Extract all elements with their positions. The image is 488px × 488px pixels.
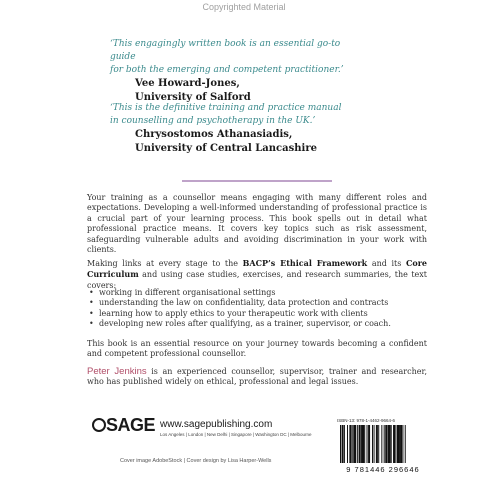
barcode-stripe (381, 425, 382, 463)
barcode-stripe (385, 425, 387, 463)
barcode-stripe (400, 425, 402, 463)
barcode-stripe (374, 425, 375, 463)
barcode-stripe (376, 425, 378, 463)
blurb-paragraph-2 (87, 258, 427, 291)
list-item: • learning how to apply ethics to your therapeutic work with clients (87, 309, 427, 319)
sage-logo-circle-icon (92, 418, 106, 432)
barcode-stripe (397, 425, 400, 463)
barcode-icon (340, 425, 426, 463)
author-name: Peter Jenkins (87, 366, 147, 377)
barcode-stripe (372, 425, 373, 463)
barcode-stripe (342, 425, 344, 463)
quote-1-affiliation: University of Salford (135, 92, 251, 103)
barcode-stripe (384, 425, 385, 463)
barcode-stripe (378, 425, 379, 463)
quote-2-affiliation: University of Central Lancashire (135, 143, 317, 154)
barcode-stripe (393, 425, 395, 463)
barcode-stripe (340, 425, 341, 463)
barcode-stripe (353, 425, 356, 463)
barcode-stripe (352, 425, 353, 463)
author-bio-text: is an experienced counsellor, supervisor, trainer and researcher, who has published widely on ethical, professional and legal issues. (87, 367, 427, 387)
paragraph-2-end: and using case studies, exercises, and research summaries, the text covers: (87, 270, 427, 290)
quote-1-text: ‘This engagingly written book is an essential go-to guide for both the emerging and competent practitioner.’ (110, 39, 344, 75)
quote-2 (110, 102, 360, 156)
publisher-cities: Los Angeles | London | New Delhi | Singapore | Washington DC | Melbourne (160, 432, 312, 437)
author-bio (87, 367, 427, 388)
copyright-label: Copyrighted Material (202, 2, 286, 12)
barcode-stripe (359, 425, 361, 463)
quote-1 (110, 38, 360, 105)
barcode-stripe (405, 425, 406, 463)
blurb-paragraph-3: This book is an essential resource on your journey towards becoming a confident and competent professional counsellor. (87, 339, 427, 359)
blurb-paragraph-1: Your training as a counsellor means engaging with many different roles and expectations. Developing a well-informed understanding of professional practice is a crucial part of your learning process. This book spells out in detail what professional practice means. It covers key topics such as risk assessment, safeguarding vulnerable adults and avoiding discrimination in your work with clients. (87, 193, 427, 255)
quote-2-text: ‘This is the definitive training and practice manual in counselling and psychotherapy in the UK.’ (110, 103, 342, 126)
barcode-stripe (361, 425, 364, 463)
barcode-stripe (357, 425, 358, 463)
core-curriculum-text: Core Curriculum (87, 258, 428, 280)
isbn-label: ISBN-13: 978-1-4462-9664-6 (337, 418, 396, 423)
list-item: • understanding the law on confidentiality, data protection and contracts (87, 298, 427, 308)
barcode-stripe (388, 425, 391, 463)
publisher-website: www.sagepublishing.com (160, 419, 273, 430)
barcode-stripe (402, 425, 403, 463)
barcode-stripe (349, 425, 351, 463)
sage-logo-text: SAGE (106, 415, 156, 435)
barcode-stripe (395, 425, 396, 463)
paragraph-2-start: Making links at every stage to the (87, 259, 243, 268)
barcode-stripe (368, 425, 370, 463)
barcode-stripe (367, 425, 368, 463)
ethical-framework-text: BACP’s Ethical Framework (242, 258, 368, 268)
barcode-stripe (364, 425, 365, 463)
list-item: • working in different organisational settings (87, 288, 427, 298)
list-item: • developing new roles after qualifying, as a trainer, supervisor, or coach. (87, 319, 427, 329)
cover-credits: Cover image AdobeStock | Cover design by Lisa Harper-Wells (120, 458, 272, 464)
barcode-stripe (391, 425, 392, 463)
barcode-stripe (344, 425, 345, 463)
barcode-number: 9 781446 296646 (346, 465, 420, 474)
paragraph-2-mid: and its (367, 259, 406, 268)
topic-list (87, 288, 427, 330)
divider-rule (182, 180, 332, 182)
quote-2-name: Chrysostomos Athanasiadis, (135, 129, 293, 140)
quote-1-name: Vee Howard-Jones, (135, 78, 240, 89)
barcode-stripe (347, 425, 348, 463)
